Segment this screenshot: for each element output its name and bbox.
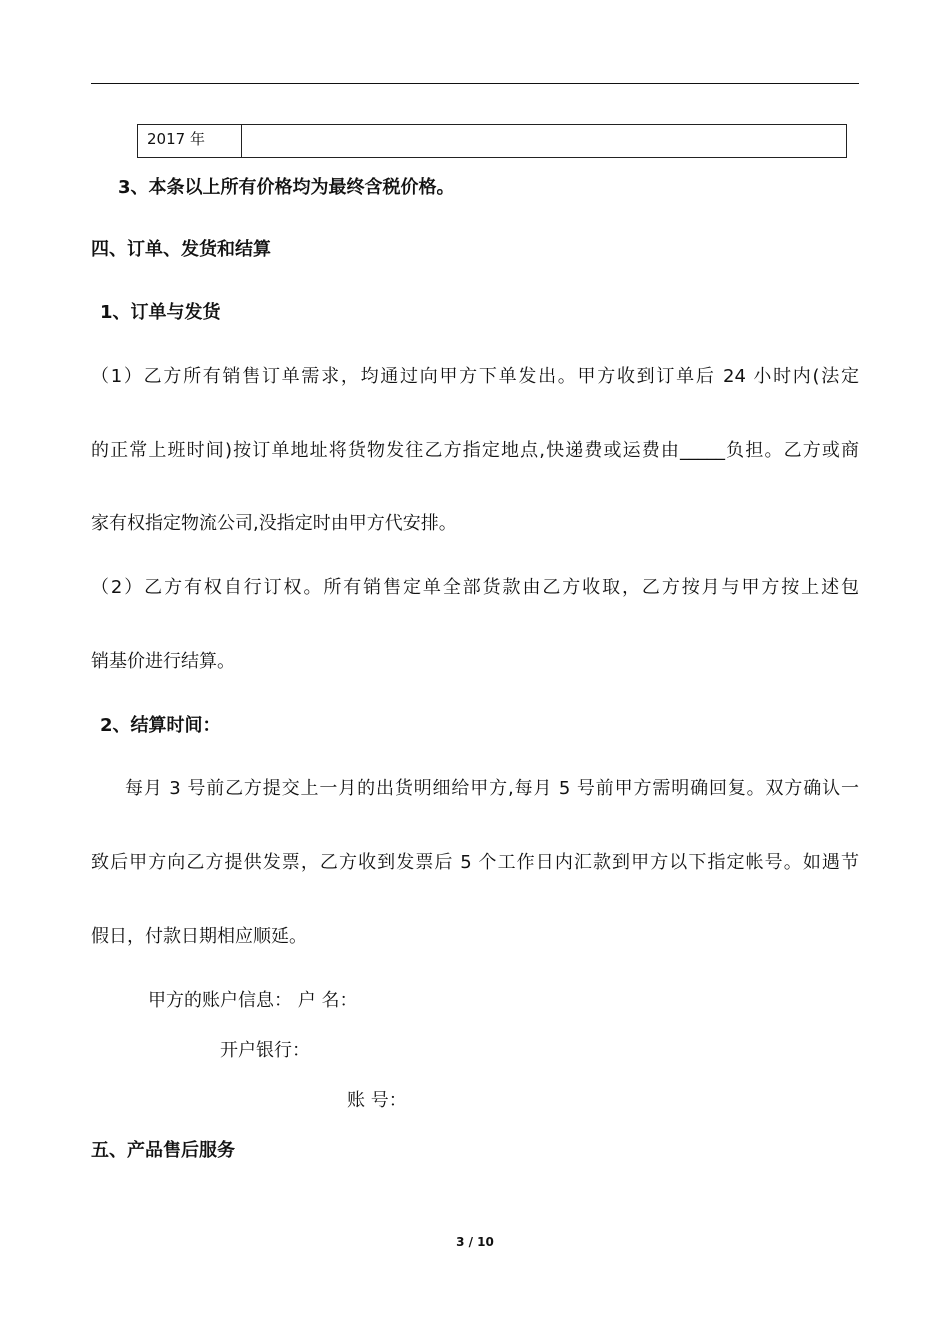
- paragraph-line: （2）乙方有权自行订权。所有销售定单全部货款由乙方收取，乙方按月与甲方按上述包: [91, 577, 859, 598]
- paragraph-line: 销基价进行结算。: [91, 651, 235, 672]
- paragraph-line: 每月 3 号前乙方提交上一月的出货明细给甲方,每月 5 号前甲方需明确回复。双方确认一: [125, 778, 859, 799]
- page-number: 3 / 10: [456, 1235, 494, 1249]
- table-cell-year: 2017 年: [138, 125, 242, 157]
- price-table-row: [137, 124, 847, 158]
- bank-label: 开户银行：: [220, 1040, 310, 1061]
- paragraph-line: 假日，付款日期相应顺延。: [91, 926, 307, 947]
- paragraph-line: 的正常上班时间)按订单地址将货物发往乙方指定地点,快递费或运费由_____负担。乙方或商: [91, 440, 859, 461]
- clause-3-tax-note: 3、本条以上所有价格均为最终含税价格。: [118, 177, 455, 198]
- table-cell-value: [242, 125, 846, 157]
- header-rule: [91, 83, 859, 84]
- subsection-1-heading: 1、订单与发货: [100, 302, 221, 323]
- account-info-label: 甲方的账户信息： 户 名：: [148, 990, 358, 1011]
- paragraph-line: 致后甲方向乙方提供发票，乙方收到发票后 5 个工作日内汇款到甲方以下指定帐号。如遇节: [91, 852, 859, 873]
- paragraph-line: （1）乙方所有销售订单需求，均通过向甲方下单发出。甲方收到订单后 24 小时内(法定: [91, 366, 859, 387]
- section-4-heading: 四、订单、发货和结算: [91, 239, 271, 260]
- section-5-heading: 五、产品售后服务: [91, 1140, 235, 1161]
- subsection-2-heading: 2、结算时间：: [100, 715, 221, 736]
- account-number-label: 账 号：: [347, 1090, 407, 1111]
- paragraph-line: 家有权指定物流公司,没指定时由甲方代安排。: [91, 513, 457, 534]
